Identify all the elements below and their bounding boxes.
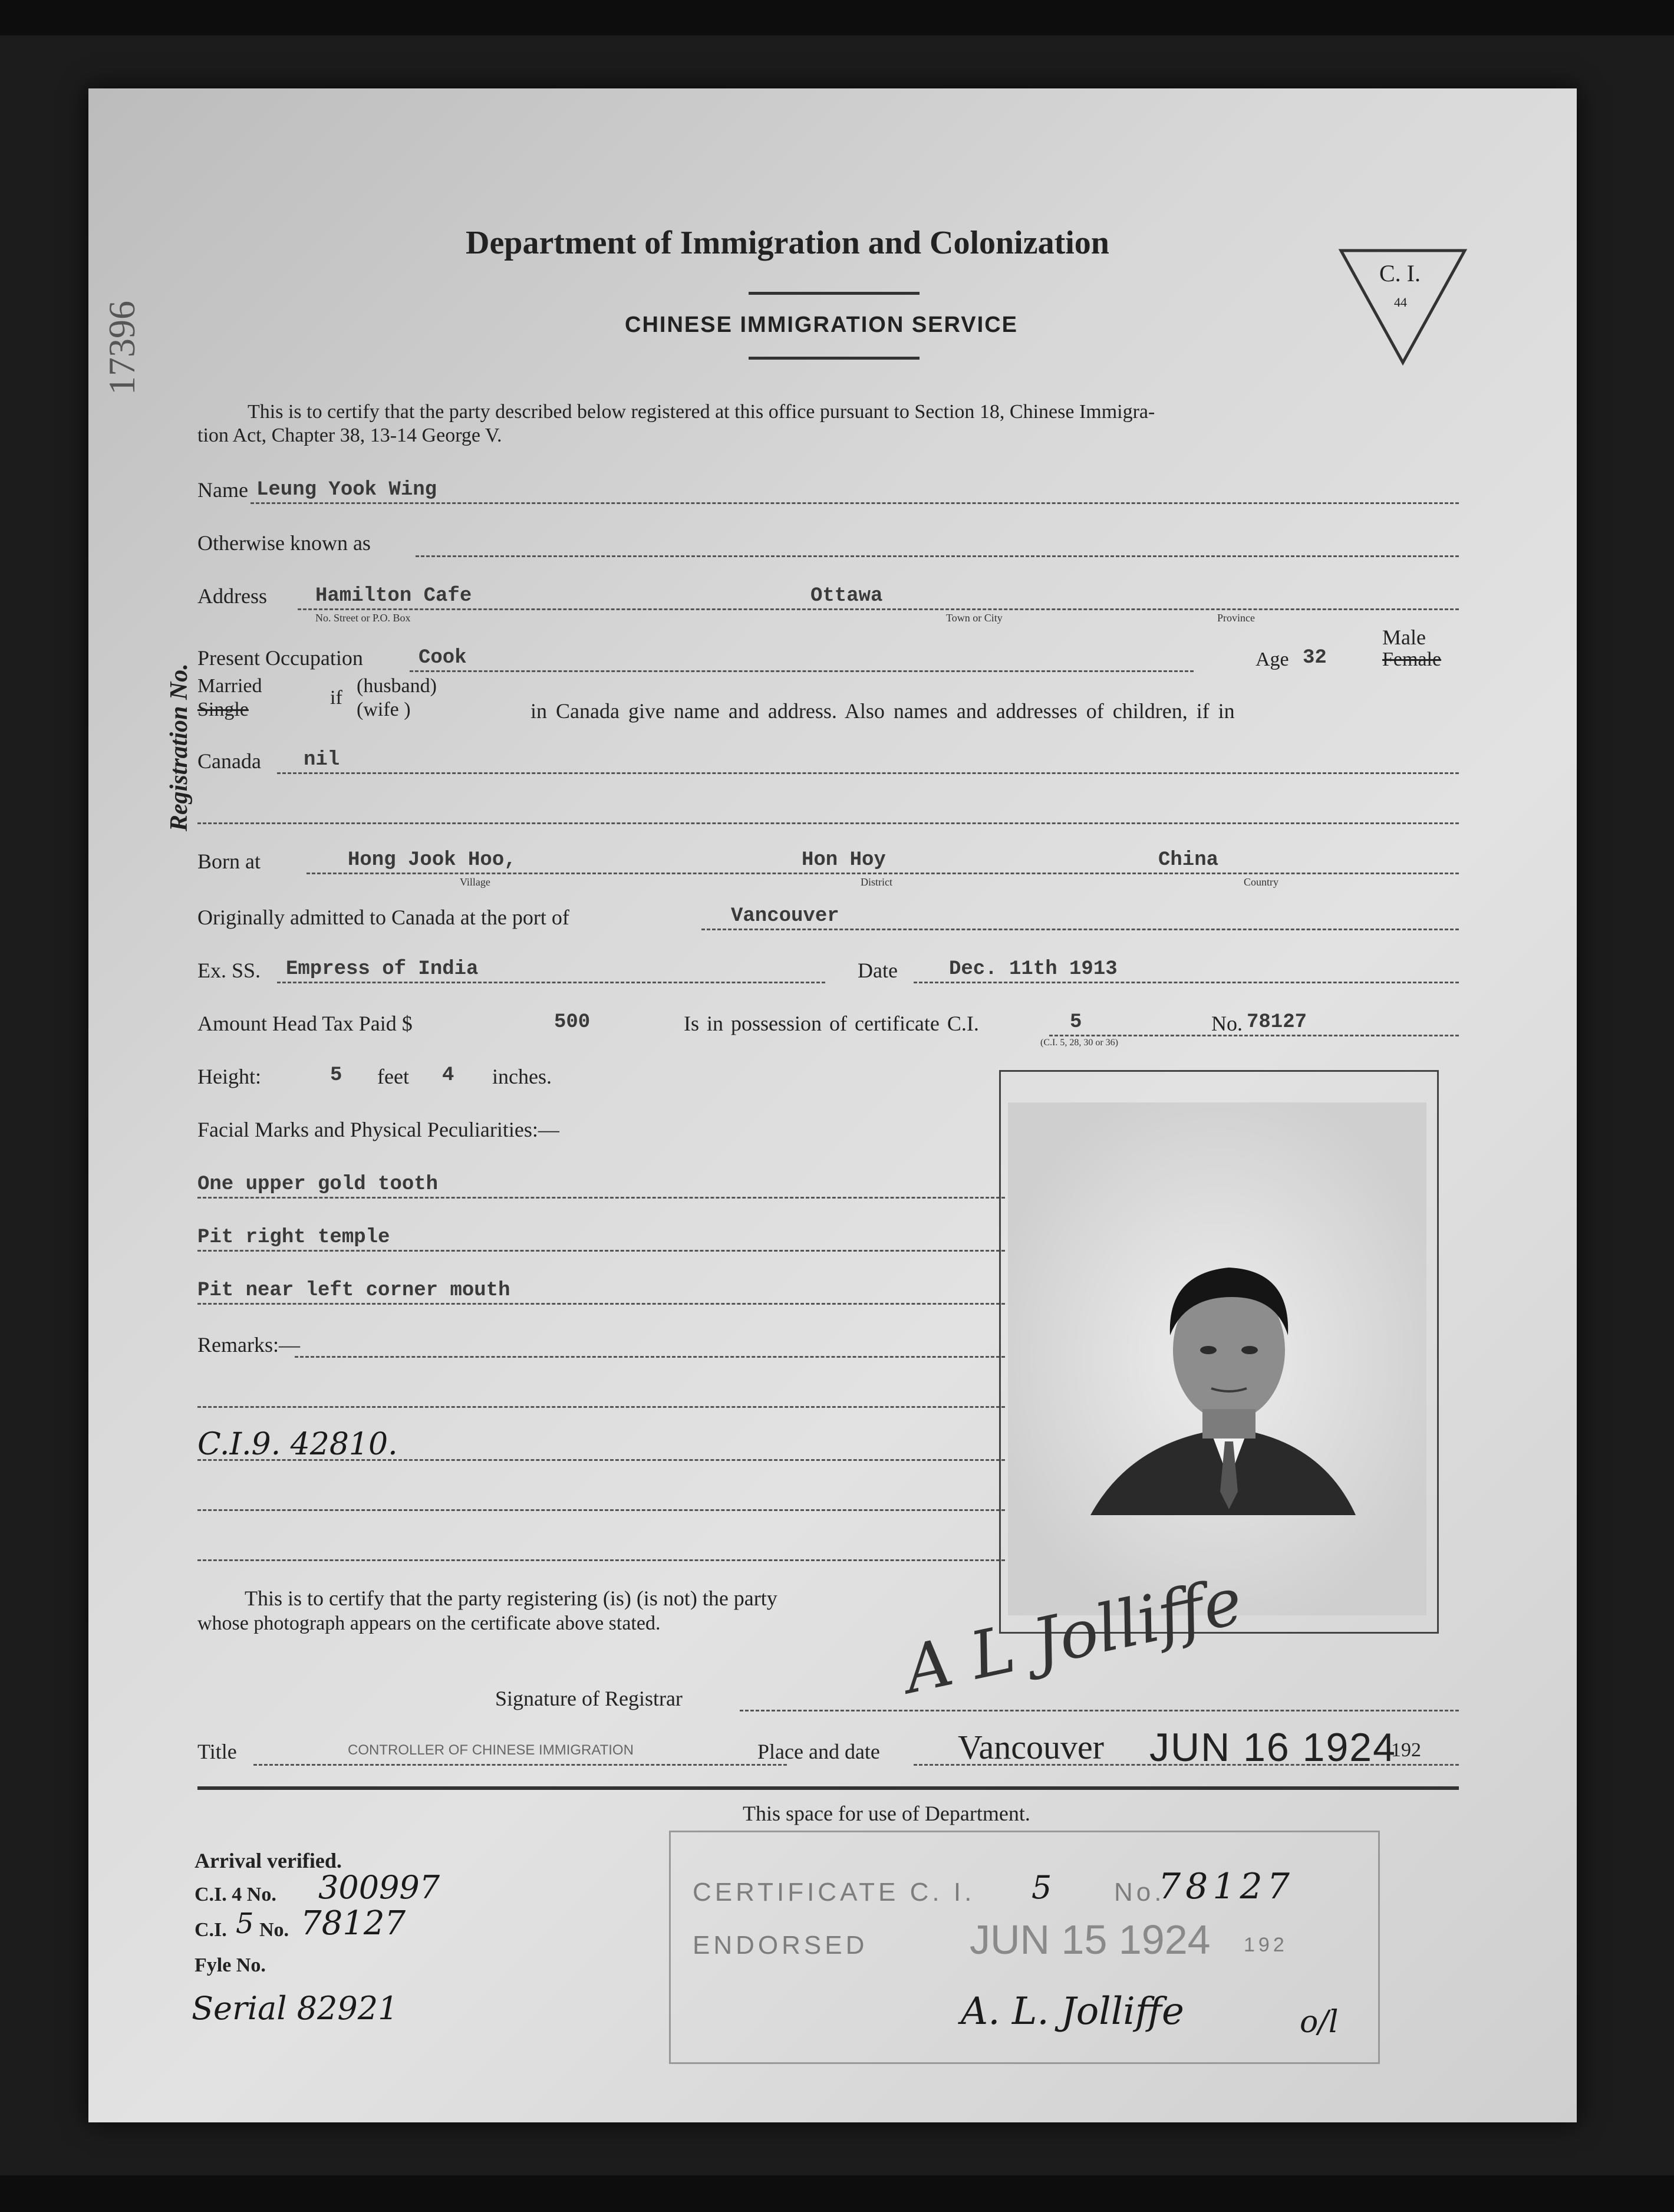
canada-label: Canada xyxy=(197,749,261,773)
canada-value: nil xyxy=(304,749,340,771)
date-value: Dec. 11th 1913 xyxy=(949,958,1118,980)
address-label: Address xyxy=(197,584,267,608)
place-value: Vancouver xyxy=(958,1728,1105,1766)
film-border-top xyxy=(0,0,1674,35)
address-street-caption: No. Street or P.O. Box xyxy=(315,612,411,624)
remarks-line-1 xyxy=(295,1356,1005,1358)
if-label: if xyxy=(330,687,342,709)
name-value: Leung Yook Wing xyxy=(256,479,437,501)
stamp-certificate-label: CERTIFICATE C. I. xyxy=(693,1878,976,1907)
mark-2: Pit right temple xyxy=(197,1226,390,1249)
feet-label: feet xyxy=(377,1065,409,1088)
form-code-bottom: 44 xyxy=(1394,295,1407,310)
village-caption: Village xyxy=(460,876,490,888)
stamp-suffix: o/l xyxy=(1300,2004,1339,2040)
sex-female: Female xyxy=(1382,649,1442,670)
ci-caption: (C.I. 5, 28, 30 or 36) xyxy=(1040,1038,1118,1048)
blank-line xyxy=(197,822,1459,824)
address-street-value: Hamilton Cafe xyxy=(315,585,472,607)
signature-line xyxy=(740,1710,1459,1711)
place-line xyxy=(914,1764,1459,1766)
remarks-line-5 xyxy=(197,1559,1005,1561)
wife-label: (wife ) xyxy=(357,699,411,720)
remarks-line-4 xyxy=(197,1509,1005,1511)
title-label: Title xyxy=(197,1740,237,1763)
age-label: Age xyxy=(1256,649,1289,670)
husband-label: (husband) xyxy=(357,675,437,697)
section-divider xyxy=(197,1786,1459,1790)
ss-line xyxy=(277,982,825,983)
name-line xyxy=(251,502,1459,504)
height-label: Height: xyxy=(197,1065,261,1088)
otherwise-line xyxy=(416,555,1459,557)
film-border-bottom xyxy=(0,2175,1674,2212)
date-line xyxy=(914,982,1459,983)
ci5-value: 78127 xyxy=(301,1904,406,1943)
remarks-line-2 xyxy=(197,1406,1005,1408)
born-line xyxy=(307,873,1459,874)
remarks-value: C.I.9. 42810. xyxy=(197,1427,398,1462)
stamp-no-value: 78127 xyxy=(1158,1866,1294,1907)
district-caption: District xyxy=(861,876,892,888)
photo-cert-line-1: This is to certify that the party registering (is) (is not) the party xyxy=(245,1586,777,1610)
stamp-date: JUN 15 1924 xyxy=(970,1917,1211,1963)
address-city-caption: Town or City xyxy=(946,612,1003,624)
marks-label: Facial Marks and Physical Peculiarities:— xyxy=(197,1118,559,1141)
port-label: Originally admitted to Canada at the port of xyxy=(197,906,569,929)
inches-label: inches. xyxy=(492,1065,552,1088)
fyle-label: Fyle No. xyxy=(195,1954,266,1976)
portrait-image xyxy=(1008,1102,1426,1615)
registrar-signature: A L Jolliffe xyxy=(898,1562,1249,1709)
department-space-label: This space for use of Department. xyxy=(743,1802,1030,1825)
ss-value: Empress of India xyxy=(286,958,479,980)
place-label: Place and date xyxy=(757,1740,880,1763)
signature-label: Signature of Registrar xyxy=(495,1687,683,1710)
mark-1: One upper gold tooth xyxy=(197,1173,439,1196)
ci4-value: 300997 xyxy=(318,1869,440,1906)
born-district-value: Hon Hoy xyxy=(802,849,886,871)
tax-line xyxy=(1049,1035,1459,1036)
otherwise-label: Otherwise known as xyxy=(197,531,371,555)
occupation-line xyxy=(410,670,1194,672)
registration-no-label: Registration No. xyxy=(166,663,193,831)
ss-label: Ex. SS. xyxy=(197,959,261,982)
portrait-photo xyxy=(1008,1102,1426,1615)
stamp-signature: A. L. Jolliffe xyxy=(961,1990,1184,2033)
address-province-caption: Province xyxy=(1217,612,1255,624)
single-label: Single xyxy=(197,699,249,720)
serial-number: 17396 xyxy=(101,301,143,395)
stamp-ci-value: 5 xyxy=(1032,1869,1052,1906)
no-value: 78127 xyxy=(1247,1011,1307,1033)
born-village-value: Hong Jook Hoo, xyxy=(348,849,516,871)
ci5-label: C.I. xyxy=(195,1919,227,1941)
address-line xyxy=(298,608,1459,610)
stamp-no-label: No. xyxy=(1114,1878,1165,1907)
title-line xyxy=(253,1764,787,1766)
no-label: No. xyxy=(1211,1012,1243,1035)
title-value: CONTROLLER OF CHINESE IMMIGRATION xyxy=(348,1742,634,1758)
port-value: Vancouver xyxy=(731,905,839,927)
remarks-label: Remarks:— xyxy=(197,1333,300,1357)
mark-2-line xyxy=(197,1250,1005,1252)
born-country-value: China xyxy=(1158,849,1219,871)
stamp-year: 192 xyxy=(1244,1934,1288,1956)
married-label: Married xyxy=(197,675,262,697)
sex-male: Male xyxy=(1382,626,1426,649)
header-rule xyxy=(749,292,920,295)
canada-line xyxy=(277,772,1459,774)
arrival-label: Arrival verified. xyxy=(195,1849,342,1872)
port-line xyxy=(701,929,1459,930)
ci-value: 5 xyxy=(1070,1011,1082,1033)
mark-3-line xyxy=(197,1303,1005,1305)
ci5-no-label: No. xyxy=(259,1919,289,1941)
country-caption: Country xyxy=(1244,876,1279,888)
form-code-top: C. I. xyxy=(1379,260,1421,287)
fyle-value: Serial 82921 xyxy=(192,1990,398,2027)
occupation-label: Present Occupation xyxy=(197,646,363,670)
ci5-num: 5 xyxy=(236,1907,254,1940)
service-rule xyxy=(749,357,920,360)
service-title: CHINESE IMMIGRATION SERVICE xyxy=(625,312,1018,337)
date-stamp: JUN 16 1924 xyxy=(1149,1725,1396,1770)
year-suffix: 192 xyxy=(1391,1739,1421,1761)
born-label: Born at xyxy=(197,850,261,873)
remarks-line-3 xyxy=(197,1459,1005,1461)
photo-cert-line-2: whose photograph appears on the certificate above stated. xyxy=(197,1612,661,1634)
tax-value: 500 xyxy=(554,1011,591,1033)
possession-label: Is in possession of certificate C.I. xyxy=(684,1012,979,1035)
address-city-value: Ottawa xyxy=(810,585,883,607)
department-title: Department of Immigration and Colonization xyxy=(466,225,1109,261)
height-inches-value: 4 xyxy=(442,1064,454,1087)
age-value: 32 xyxy=(1303,647,1327,669)
date-label: Date xyxy=(858,959,898,982)
registration-form xyxy=(88,88,1577,2122)
name-label: Name xyxy=(197,478,248,502)
ci4-label: C.I. 4 No. xyxy=(195,1884,276,1905)
tax-label: Amount Head Tax Paid $ xyxy=(197,1012,413,1035)
mark-3: Pit near left corner mouth xyxy=(197,1279,510,1302)
certify-line-2: tion Act, Chapter 38, 13-14 George V. xyxy=(197,424,502,446)
stamp-endorsed-label: ENDORSED xyxy=(693,1931,868,1960)
certify-line-1: This is to certify that the party described below registered at this office pursuant to Section 18, Chinese Immigra- xyxy=(248,401,1155,423)
height-feet-value: 5 xyxy=(330,1064,342,1087)
mark-1-line xyxy=(197,1197,1005,1199)
occupation-value: Cook xyxy=(418,647,467,669)
spouse-text: in Canada give name and address. Also names and addresses of children, if in xyxy=(530,699,1235,723)
